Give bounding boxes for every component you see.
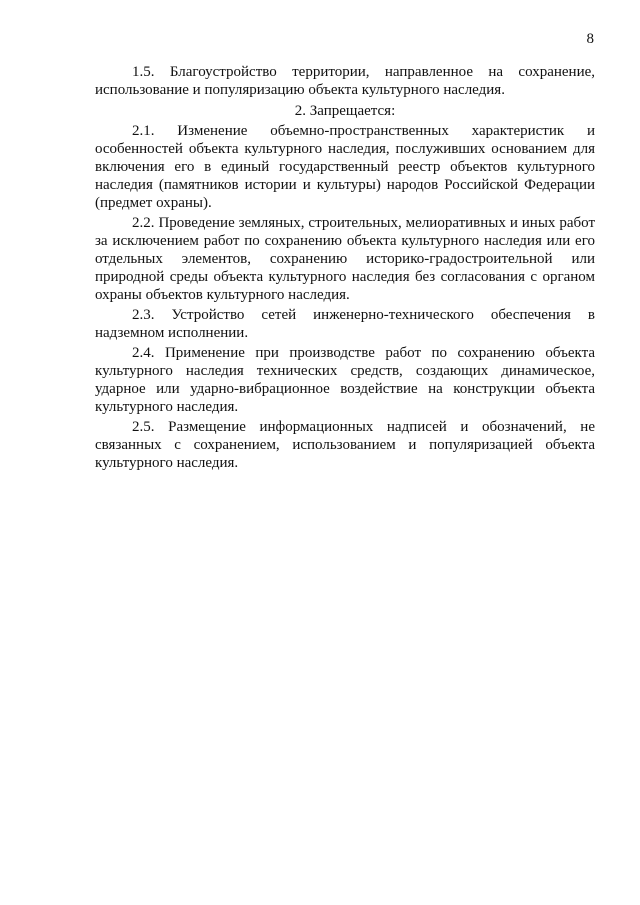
page-number: 8	[586, 31, 594, 47]
paragraph-2-5: 2.5. Размещение информационных надписей и обозначений, не связанных с сохранением, использованием и популяризацией объекта культурного наследия.	[95, 419, 595, 471]
paragraph-1-5: 1.5. Благоустройство территории, направленное на сохранение, использование и популяризацию объекта культурного наследия.	[95, 64, 595, 98]
document-body	[95, 63, 595, 474]
paragraph-2-1: 2.1. Изменение объемно-пространственных характеристик и особенностей объекта культурного наследия, послуживших основанием для включения его в единый государственный реестр объектов культурного наследия (памятников истории и культуры) народов Российской Федерации (предмет охраны).	[95, 123, 595, 211]
section-heading: 2. Запрещается:	[294, 103, 396, 119]
paragraph-2-4: 2.4. Применение при производстве работ по сохранению объекта культурного наследия технических средств, создающих динамическое, ударное или ударно-вибрационное воздействие на конструкции объекта культурного наследия.	[95, 345, 595, 415]
paragraph-2-3: 2.3. Устройство сетей инженерно-технического обеспечения в надземном исполнении.	[95, 307, 595, 341]
paragraph-2-2: 2.2. Проведение земляных, строительных, мелиоративных и иных работ за исключением работ по сохранению объекта культурного наследия или его отдельных элементов, сохранению историко-градостроительной или природной среды объекта культурного наследия без согласования с органом охраны объектов культурного наследия.	[95, 215, 595, 303]
